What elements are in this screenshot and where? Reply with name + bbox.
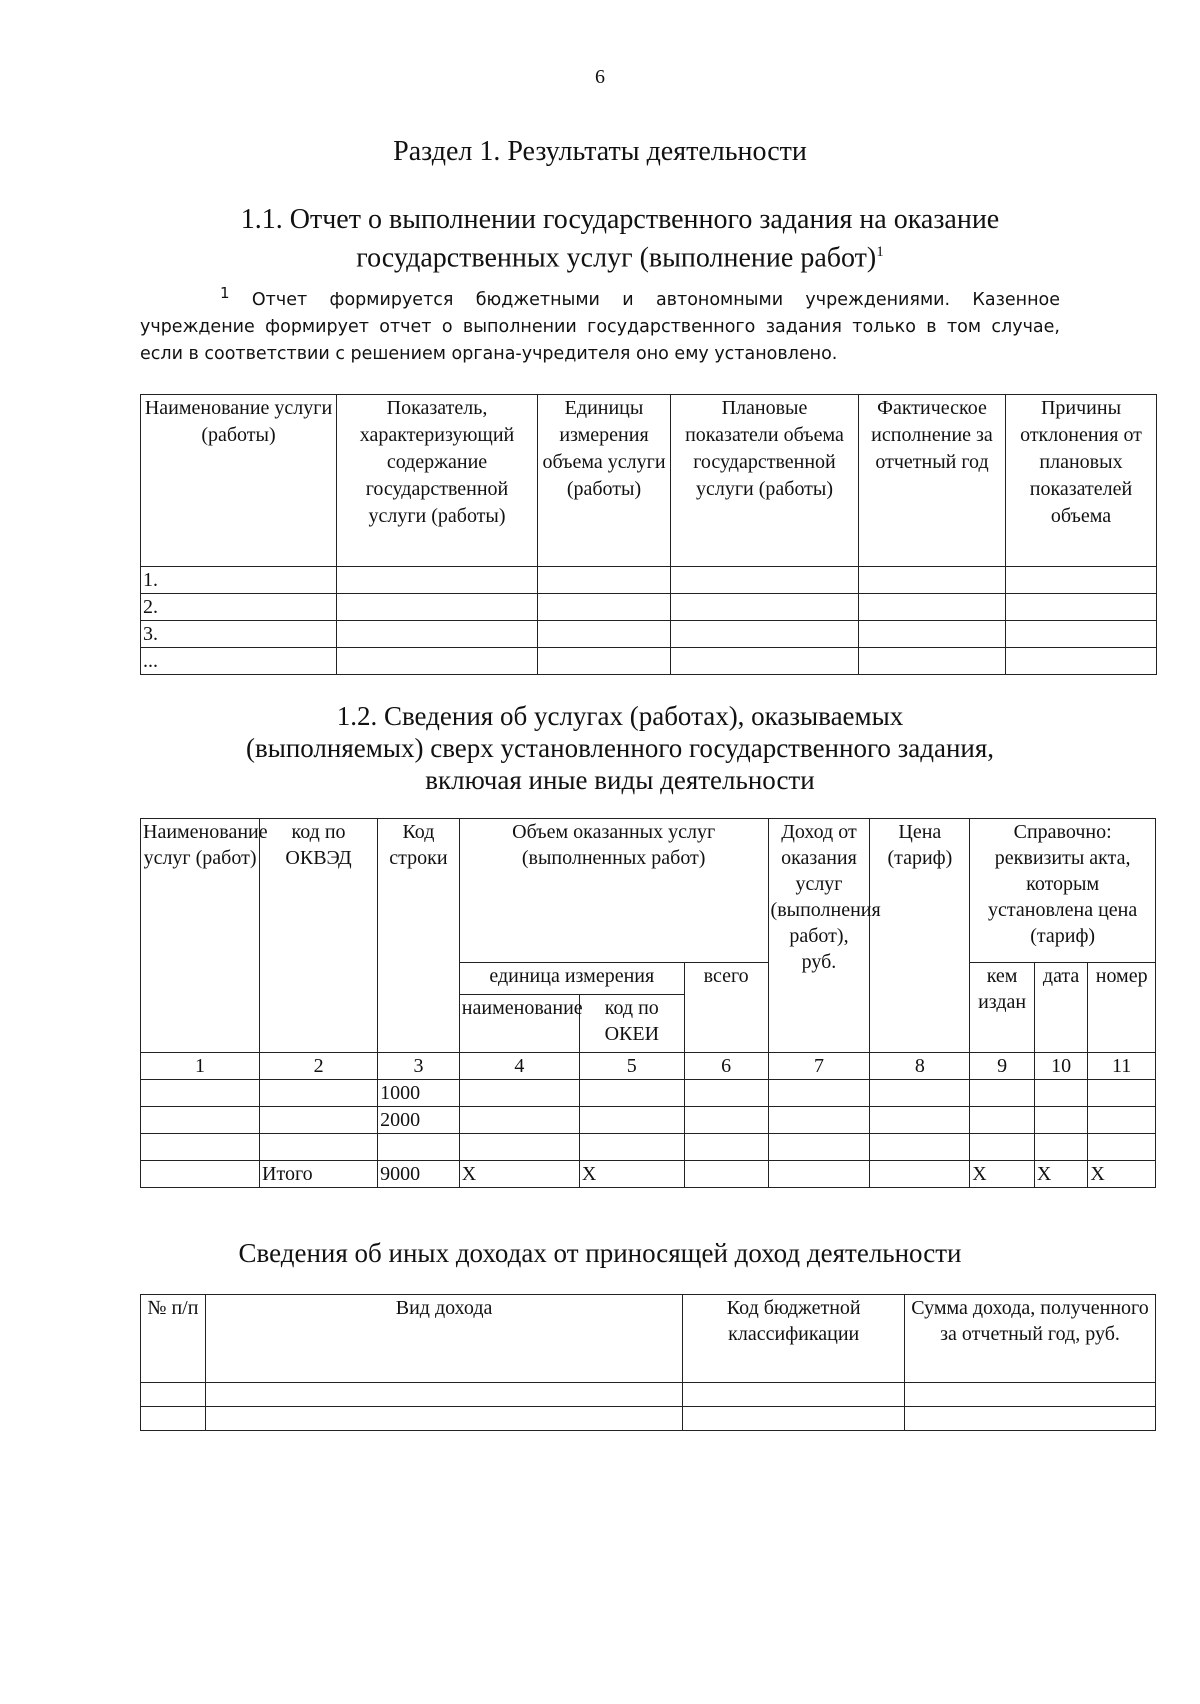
header-indicator: Показатель, характеризующий содержание государственной услуги (работы) [337, 395, 538, 567]
header-income: Доход от оказания услуг (выполнения работ), руб. [768, 819, 870, 1053]
x-mark: X [1088, 1161, 1156, 1188]
x-mark: X [970, 1161, 1035, 1188]
subsection-1-title-line1: 1.1. Отчет о выполнении государственного задания на оказание [240, 204, 1000, 235]
col-number: 2 [260, 1053, 378, 1080]
header-row-number: № п/п [141, 1295, 206, 1383]
x-mark: X [1034, 1161, 1087, 1188]
col-number: 3 [378, 1053, 460, 1080]
header-number: номер [1088, 963, 1156, 1053]
header-okei: код по ОКЕИ [579, 995, 684, 1053]
x-mark: X [579, 1161, 684, 1188]
header-line-code: Код строки [378, 819, 460, 1053]
col-number: 7 [768, 1053, 870, 1080]
row-code: 1000 [378, 1080, 460, 1107]
table-row-label: 1. [141, 567, 337, 594]
header-budget-code: Код бюджетной классификации [683, 1295, 905, 1383]
col-number: 10 [1034, 1053, 1087, 1080]
header-date: дата [1034, 963, 1087, 1053]
header-service-name: Наименование услуги (работы) [141, 395, 337, 567]
header-volume: Объем оказанных услуг (выполненных работ) [459, 819, 768, 963]
header-income-sum: Сумма дохода, полученного за отчетный год, руб. [905, 1295, 1156, 1383]
subsection-1-title-line2 [220, 236, 1020, 274]
header-actual: Фактическое исполнение за отчетный год [859, 395, 1006, 567]
table-row-label: 3. [141, 621, 337, 648]
x-mark: X [459, 1161, 579, 1188]
col-number: 1 [141, 1053, 260, 1080]
header-reference: Справочно: реквизиты акта, которым установлена цена (тариф) [970, 819, 1156, 963]
header-total: всего [684, 963, 768, 1053]
total-code: 9000 [378, 1161, 460, 1188]
header-units: Единицы измерения объема услуги (работы) [538, 395, 671, 567]
col-number: 9 [970, 1053, 1035, 1080]
header-name: Наименование услуг (работ) [141, 819, 260, 1053]
page-number: 6 [595, 66, 605, 88]
header-issued-by: кем издан [970, 963, 1035, 1053]
section-title: Раздел 1. Результаты деятельности [393, 136, 807, 167]
col-number: 6 [684, 1053, 768, 1080]
col-number: 5 [579, 1053, 684, 1080]
header-deviation: Причины отклонения от плановых показателей объема [1006, 395, 1157, 567]
col-number: 11 [1088, 1053, 1156, 1080]
extra-services-table [140, 818, 1156, 1188]
header-unit: единица измерения [459, 963, 684, 995]
table-row-label: ... [141, 648, 337, 675]
footnote [140, 280, 1060, 368]
subsection-2-title-line3: включая иные виды деятельности [425, 765, 815, 795]
other-income-title: Сведения об иных доходах от приносящей доход деятельности [238, 1238, 962, 1268]
header-planned: Плановые показатели объема государственной услуги (работы) [671, 395, 859, 567]
total-label: Итого [260, 1161, 378, 1188]
subsection-2-title-line2: (выполняемых) сверх установленного государственного задания, [245, 733, 995, 763]
title-line2-text: государственных услуг (выполнение работ) [356, 242, 877, 274]
header-price: Цена (тариф) [870, 819, 970, 1053]
col-number: 8 [870, 1053, 970, 1080]
table-row-label: 2. [141, 594, 337, 621]
subsection-2-title-line1: 1.2. Сведения об услугах (работах), оказываемых [336, 701, 904, 731]
footnote-mark: 1 [220, 284, 230, 302]
header-okved: код по ОКВЭД [260, 819, 378, 1053]
footnote-ref: 1 [876, 244, 884, 260]
gov-task-table [140, 394, 1157, 675]
header-unit-name: наименование [459, 995, 579, 1053]
header-income-kind: Вид дохода [205, 1295, 683, 1383]
row-code: 2000 [378, 1107, 460, 1134]
subsection-1-title [220, 204, 1020, 274]
footnote-text: Отчет формируется бюджетными и автономными учреждениями. Казенное учреждение формирует отчет о выполнении государственного задания только в том случае, если в соответствии с решением органа-учредителя оно ему установлено. [140, 289, 1060, 364]
other-income-table [140, 1294, 1156, 1431]
col-number: 4 [459, 1053, 579, 1080]
subsection-2-title [220, 700, 1020, 796]
